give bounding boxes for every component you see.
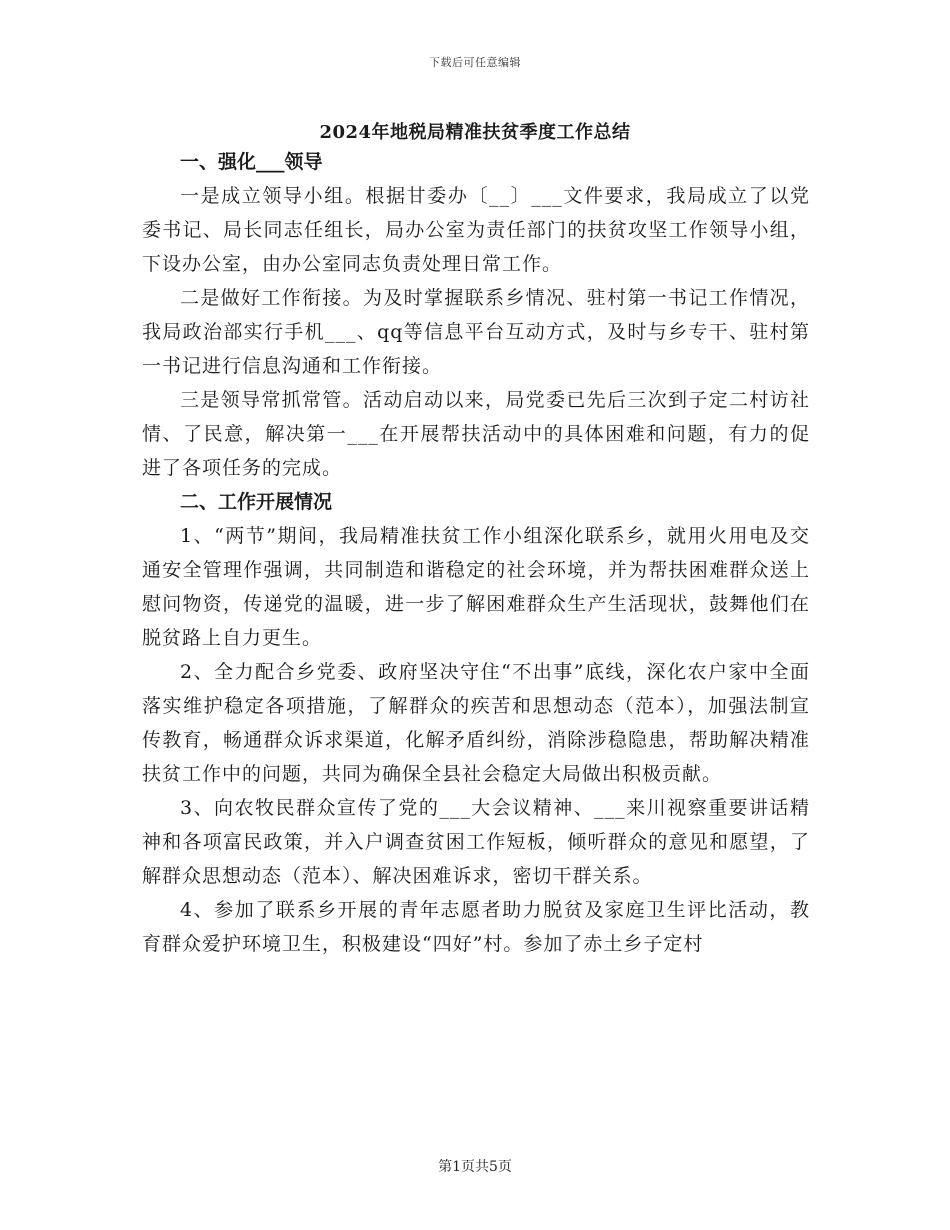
document-body [142,145,810,961]
page-number: 第1页共5页 [438,1159,512,1175]
section-heading: 一、强化___领导 [180,151,323,173]
header-note: 下载后可任意编辑 [429,56,521,69]
paragraph: 二是做好工作衔接。为及时掌握联系乡情况、驻村第一书记工作情况，我局政治部实行手机___、qq等信息平台互动方式，及时与乡专干、驻村第一书记进行信息沟通和工作衔接。 [142,287,810,377]
paragraph: 一是成立领导小组。根据甘委办〔__〕___文件要求，我局成立了以党委书记、局长同志任组长，局办公室为责任部门的扶贫攻坚工作领导小组，下设办公室，由办公室同志负责处理日常工作。 [142,185,810,275]
document-title: 2024年地税局精准扶贫季度工作总结 [319,122,631,143]
paragraph: 2、全力配合乡党委、政府坚决守住“不出事”底线，深化农户家中全面落实维护稳定各项措施，了解群众的疾苦和思想动态（范本），加强法制宣传教育，畅通群众诉求渠道，化解矛盾纠纷，消除涉稳隐患，帮助解决精准扶贫工作中的问题，共同为确保全县社会稳定大局做出积极贡献。 [142,661,810,785]
paragraph: 4、参加了联系乡开展的青年志愿者助力脱贫及家庭卫生评比活动，教育群众爱护环境卫生，积极建设“四好”村。参加了赤土乡子定村 [142,899,810,955]
paragraph: 3、向农牧民群众宣传了党的___大会议精神、___来川视察重要讲话精神和各项富民政策，并入户调查贫困工作短板，倾听群众的意见和愿望，了解群众思想动态（范本）、解决困难诉求，密切干群关系。 [142,797,810,887]
paragraph: 三是领导常抓常管。活动启动以来，局党委已先后三次到子定二村访社情、了民意，解决第一___在开展帮扶活动中的具体困难和问题，有力的促进了各项任务的完成。 [142,389,810,479]
paragraph: 1、“两节”期间，我局精准扶贫工作小组深化联系乡，就用火用电及交通安全管理作强调，共同制造和谐稳定的社会环境，并为帮扶困难群众送上慰问物资，传递党的温暖，进一步了解困难群众生产生活现状，鼓舞他们在脱贫路上自力更生。 [142,525,810,649]
section-heading: 二、工作开展情况 [180,491,333,513]
